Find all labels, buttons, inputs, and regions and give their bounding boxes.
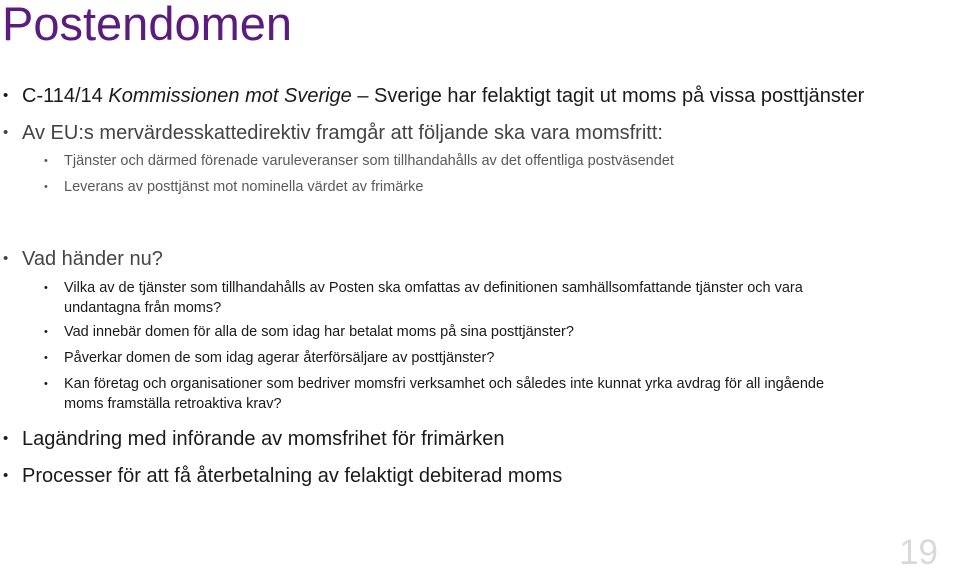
bullet-what-now xyxy=(3,247,163,271)
bullet-glyph: • xyxy=(44,352,48,364)
bullet-glyph: • xyxy=(44,326,48,338)
bullet-processes-text: Processer för att få återbetalning av felaktigt debiterad moms xyxy=(22,465,563,487)
bullet-glyph: • xyxy=(44,282,48,294)
bullet-law-change-text: Lagändring med införande av momsfrihet för frimärken xyxy=(22,428,505,450)
bullet-directive xyxy=(3,121,663,145)
slide-title: Postendomen xyxy=(2,0,293,50)
directive-item-text: Leverans av posttjänst mot nominella värdet av frimärke xyxy=(64,179,424,195)
bullet-law-change xyxy=(3,427,505,451)
bullet-glyph: • xyxy=(44,378,48,390)
what-now-item-line: moms framställa retroaktiva krav? xyxy=(64,396,282,412)
case-text: – Sverige har felaktigt tagit ut moms på vissa posttjänster xyxy=(351,85,865,107)
what-now-item-continuation xyxy=(64,394,282,414)
what-now-item-line: undantagna från moms? xyxy=(64,300,222,316)
what-now-item-line: Vilka av de tjänster som tillhandahålls av Posten ska omfattas av definitionen samhällsomfattande tjänster och vara xyxy=(64,280,803,296)
bullet-glyph: • xyxy=(3,430,9,447)
bullet-directive-text: Av EU:s mervärdesskattedirektiv framgår att följande ska vara momsfritt: xyxy=(22,122,663,144)
what-now-item-line: Påverkar domen de som idag agerar återförsäljare av posttjänster? xyxy=(64,350,495,366)
bullet-glyph: • xyxy=(3,124,9,141)
directive-item xyxy=(44,151,674,171)
what-now-item xyxy=(44,278,803,298)
bullet-glyph: • xyxy=(44,181,48,193)
what-now-item xyxy=(44,348,495,368)
page-number: 19 xyxy=(899,533,938,572)
case-number: C-114/14 xyxy=(22,85,109,107)
bullet-glyph: • xyxy=(3,87,9,104)
what-now-item xyxy=(44,322,574,342)
bullet-glyph: • xyxy=(3,250,9,267)
what-now-item-line: Vad innebär domen för alla de som idag har betalat moms på sina posttjänster? xyxy=(64,324,574,340)
bullet-what-now-text: Vad händer nu? xyxy=(22,248,163,270)
directive-item xyxy=(44,177,424,197)
bullet-case xyxy=(3,84,865,108)
what-now-item-continuation xyxy=(64,298,221,318)
bullet-glyph: • xyxy=(3,467,9,484)
what-now-item xyxy=(44,374,825,394)
bullet-processes xyxy=(3,464,563,488)
bullet-glyph: • xyxy=(44,155,48,167)
what-now-item-line: Kan företag och organisationer som bedriver momsfri verksamhet och således inte kunnat yrka avdrag för all ingående xyxy=(64,376,825,392)
directive-item-text: Tjänster och därmed förenade varuleveranser som tillhandahålls av det offentliga postväsendet xyxy=(64,153,674,169)
case-name: Kommissionen mot Sverige xyxy=(108,85,352,107)
